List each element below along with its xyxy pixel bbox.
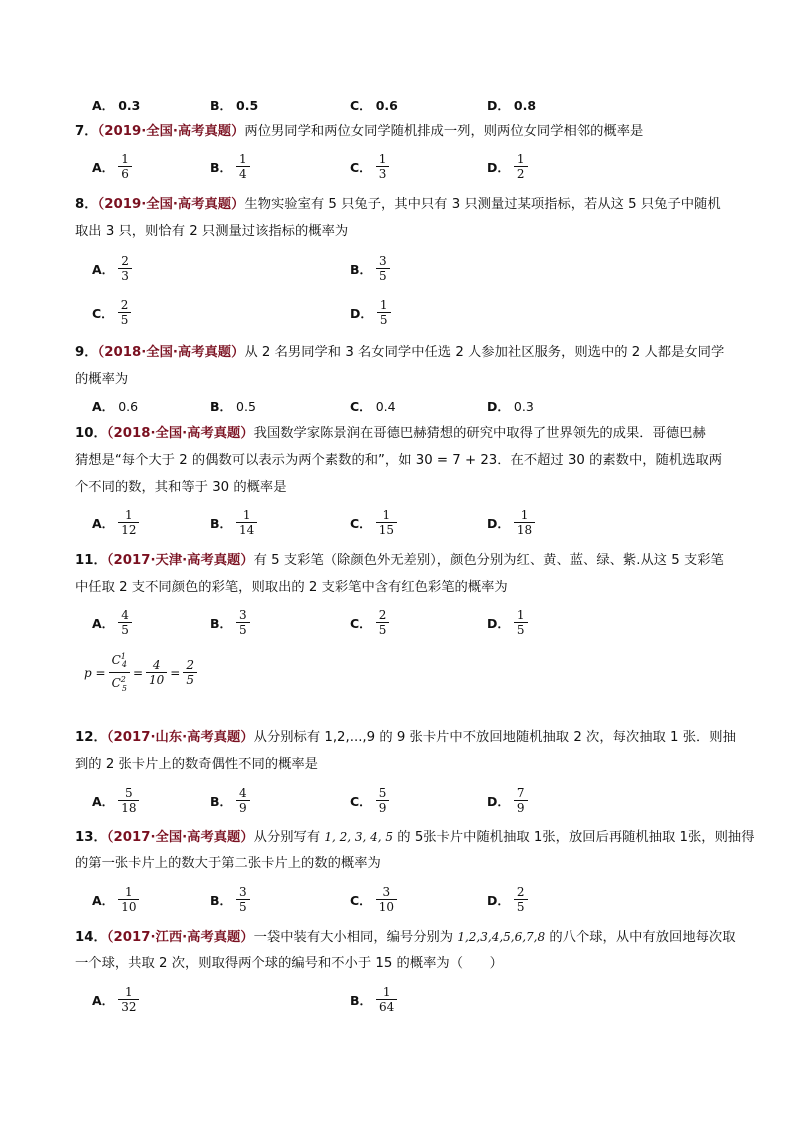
- q10-option-b: B． $\frac{1}{14}$: [210, 508, 257, 537]
- q7-option-c: C． $\frac{1}{3}$: [350, 152, 389, 181]
- q11-option-c: C． $\frac{2}{5}$: [350, 608, 389, 637]
- q7-option-b: B． $\frac{1}{4}$: [210, 152, 250, 181]
- q14-option-b: B． $\frac{1}{64}$: [350, 985, 397, 1014]
- q11-option-d: D． $\frac{1}{5}$: [487, 608, 528, 637]
- q7-stem: 7．（2019·全国·高考真题）两位男同学和两位女同学随机排成一列，则两位女同学相邻的概率是: [75, 124, 644, 139]
- q14-stem: 14．（2017·江西·高考真题）一袋中装有大小相同，编号分别为 1,2,3,4,5,6,7,8 的八个球，从中有放回地每次取: [75, 930, 736, 945]
- q8-option-a: A． $\frac{2}{3}$: [92, 254, 132, 283]
- q10-option-d: D． $\frac{1}{18}$: [487, 508, 535, 537]
- q13-option-b: B． $\frac{3}{5}$: [210, 885, 250, 914]
- q8-option-d: D． $\frac{1}{5}$: [350, 298, 391, 327]
- q11-option-a: A． $\frac{4}{5}$: [92, 608, 132, 637]
- q9-option-b: B． 0.5: [210, 398, 256, 414]
- q12-stem-cont: 到的 2 张卡片上的数奇偶性不同的概率是: [75, 757, 318, 772]
- q10-option-c: C． $\frac{1}{15}$: [350, 508, 397, 537]
- q10-stem: 10．（2018·全国·高考真题）我国数学家陈景润在哥德巴赫猜想的研究中取得了世界领先的成果．哥德巴赫: [75, 426, 706, 441]
- q11-solution-formula: p = $\frac{C^1_4}{C^2_5}$ = $\frac{4}{10}$ = $\frac{2}{5}$: [84, 650, 197, 696]
- q10-stem-cont: 猜想是“每个大于 2 的偶数可以表示为两个素数的和”，如 30 = 7 + 23．在不超过 30 的素数中，随机选取两: [75, 453, 723, 468]
- q9-option-a: A． 0.6: [92, 398, 139, 414]
- q8-option-c: C． $\frac{2}{5}$: [92, 298, 131, 327]
- q12-option-c: C． $\frac{5}{9}$: [350, 786, 389, 815]
- q13-option-c: C． $\frac{3}{10}$: [350, 885, 397, 914]
- q12-option-b: B． $\frac{4}{9}$: [210, 786, 250, 815]
- q13-stem: 13．（2017·全国·高考真题）从分别写有 1, 2, 3, 4, 5 的 5张卡片中随机抽取 1张，放回后再随机抽取 1张，则抽得: [75, 830, 755, 845]
- q9-option-c: C． 0.4: [350, 398, 396, 414]
- q8-stem-cont: 取出 3 只，则恰有 2 只测量过该指标的概率为: [75, 224, 349, 239]
- q9-stem: 9．（2018·全国·高考真题）从 2 名男同学和 3 名女同学中任选 2 人参加社区服务，则选中的 2 人都是女同学: [75, 345, 725, 360]
- q10-option-a: A． $\frac{1}{12}$: [92, 508, 139, 537]
- q12-option-a: A． $\frac{5}{18}$: [92, 786, 139, 815]
- q9-option-d: D． 0.3: [487, 398, 534, 414]
- q13-option-a: A． $\frac{1}{10}$: [92, 885, 139, 914]
- q8-stem: 8．（2019·全国·高考真题）生物实验室有 5 只兔子，其中只有 3 只测量过某项指标，若从这 5 只兔子中随机: [75, 197, 721, 212]
- q14-stem-cont: 一个球，共取 2 次，则取得两个球的编号和不小于 15 的概率为（ ）: [75, 956, 503, 971]
- q13-stem-cont: 的第一张卡片上的数大于第二张卡片上的数的概率为: [75, 856, 381, 871]
- q7-option-d: D． $\frac{1}{2}$: [487, 152, 528, 181]
- q10-stem-cont2: 个不同的数，其和等于 30 的概率是: [75, 480, 287, 495]
- q6-option-d: D． 0.8: [487, 97, 537, 113]
- q12-option-d: D． $\frac{7}{9}$: [487, 786, 528, 815]
- q9-stem-cont: 的概率为: [75, 372, 129, 387]
- q14-option-a: A． $\frac{1}{32}$: [92, 985, 139, 1014]
- q7-option-a: A． $\frac{1}{6}$: [92, 152, 132, 181]
- q6-option-c: C． 0.6: [350, 97, 398, 113]
- q6-option-a: A． 0.3: [92, 97, 141, 113]
- q13-option-d: D． $\frac{2}{5}$: [487, 885, 528, 914]
- q11-stem: 11．（2017·天津·高考真题）有 5 支彩笔（除颜色外无差别），颜色分别为红、黄、蓝、绿、紫.从这 5 支彩笔: [75, 553, 724, 568]
- q6-option-b: B． 0.5: [210, 97, 259, 113]
- q8-option-b: B． $\frac{3}{5}$: [350, 254, 390, 283]
- q11-stem-cont: 中任取 2 支不同颜色的彩笔，则取出的 2 支彩笔中含有红色彩笔的概率为: [75, 580, 508, 595]
- q12-stem: 12．（2017·山东·高考真题）从分别标有 1,2,...,9 的 9 张卡片中不放回地随机抽取 2 次，每次抽取 1 张．则抽: [75, 730, 736, 745]
- q11-option-b: B． $\frac{3}{5}$: [210, 608, 250, 637]
